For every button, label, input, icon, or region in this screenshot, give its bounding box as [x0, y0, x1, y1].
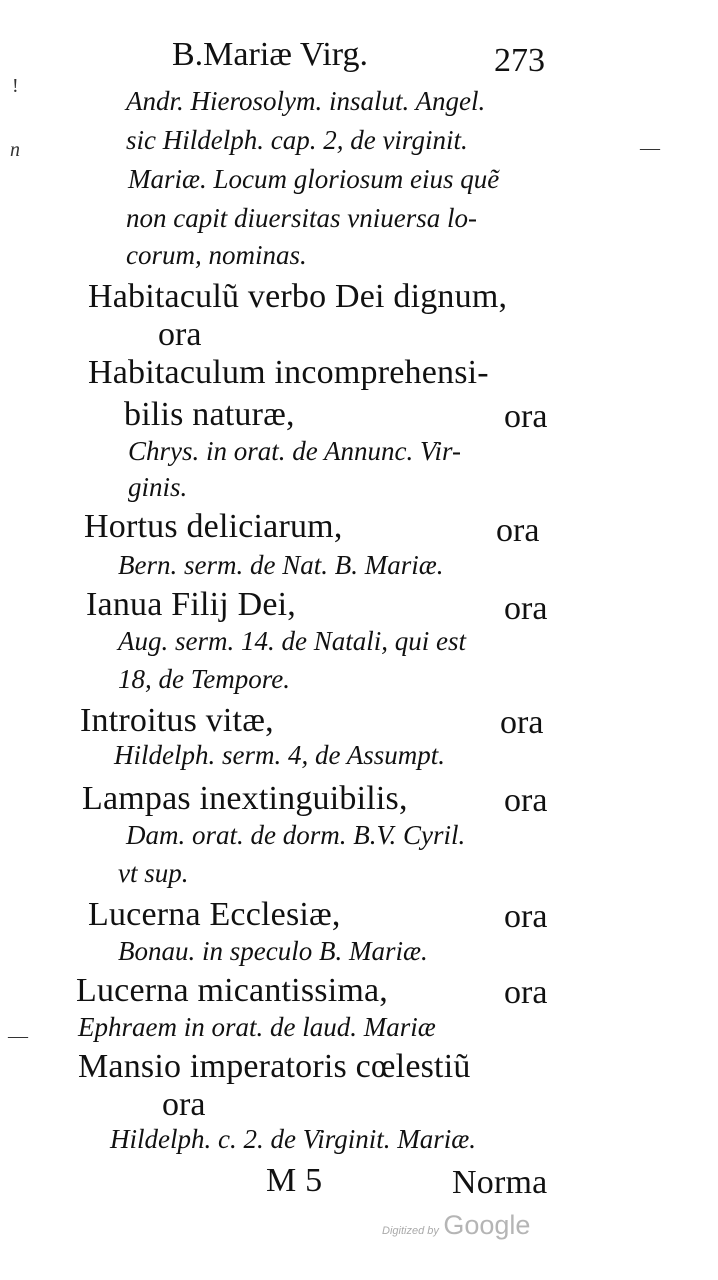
watermark-prefix: Digitized by — [382, 1225, 439, 1237]
digitized-watermark — [382, 1210, 530, 1241]
entry-source: Hildelph. c. 2. de Virginit. Mariæ. — [110, 1124, 476, 1154]
entry-source: Chrys. in orat. de Annunc. Vir- — [128, 436, 461, 466]
entry-source: Bern. serm. de Nat. B. Mariæ. — [118, 550, 444, 580]
intro-line: non capit diuersitas vniuersa lo- — [126, 203, 477, 233]
entry-ora: ora — [496, 512, 540, 549]
margin-mark: ! — [12, 75, 19, 97]
entry-title: Introitus vitæ, — [80, 702, 274, 739]
entry-title: Lampas inextinguibilis, — [82, 780, 408, 817]
intro-line: Andr. Hierosolym. insalut. Angel. — [126, 86, 486, 116]
entry-source: Bonau. in speculo B. Mariæ. — [118, 936, 428, 966]
entry-source: Ephraem in orat. de laud. Mariæ — [78, 1012, 436, 1042]
entry-ora: ora — [504, 782, 548, 819]
watermark-brand: Google — [443, 1210, 531, 1240]
entry-source: Aug. serm. 14. de Natali, qui est — [118, 626, 466, 656]
intro-line: corum, nominas. — [126, 240, 307, 270]
running-title: B.Mariæ Virg. — [172, 36, 368, 73]
entry-title: Hortus deliciarum, — [84, 508, 343, 545]
entry-ora: ora — [500, 704, 544, 741]
entry-title: Habitaculũ verbo Dei dignum, — [88, 278, 508, 315]
entry-source: Dam. orat. de dorm. B.V. Cyril. — [126, 820, 466, 850]
catchword: Norma — [452, 1164, 548, 1201]
entry-title: Mansio imperatoris cœlestiũ — [78, 1048, 471, 1085]
entry-ora: ora — [504, 590, 548, 627]
entry-ora: ora — [504, 898, 548, 935]
margin-mark: — — [8, 1025, 28, 1047]
entry-title: Habitaculum incomprehensi- — [88, 354, 489, 391]
entry-source: ginis. — [128, 472, 188, 502]
entry-source: vt sup. — [118, 858, 189, 888]
entry-title: Ianua Filij Dei, — [86, 586, 296, 623]
entry-ora: ora — [158, 316, 202, 353]
entry-source: 18, de Tempore. — [118, 664, 290, 694]
entry-ora: ora — [504, 974, 548, 1011]
entry-title: Lucerna micantissima, — [76, 972, 388, 1009]
margin-mark: n — [10, 139, 20, 161]
page-number: 273 — [494, 42, 545, 79]
margin-mark: — — [640, 137, 660, 159]
signature-mark: M 5 — [266, 1162, 323, 1199]
intro-line: sic Hildelph. cap. 2, de virginit. — [126, 125, 468, 155]
entry-title: bilis naturæ, — [124, 396, 295, 433]
intro-line: Mariæ. Locum gloriosum eius quẽ — [128, 164, 500, 194]
entry-ora: ora — [504, 398, 548, 435]
entry-title: Lucerna Ecclesiæ, — [88, 896, 341, 933]
entry-ora: ora — [162, 1086, 206, 1123]
entry-source: Hildelph. serm. 4, de Assumpt. — [114, 740, 445, 770]
